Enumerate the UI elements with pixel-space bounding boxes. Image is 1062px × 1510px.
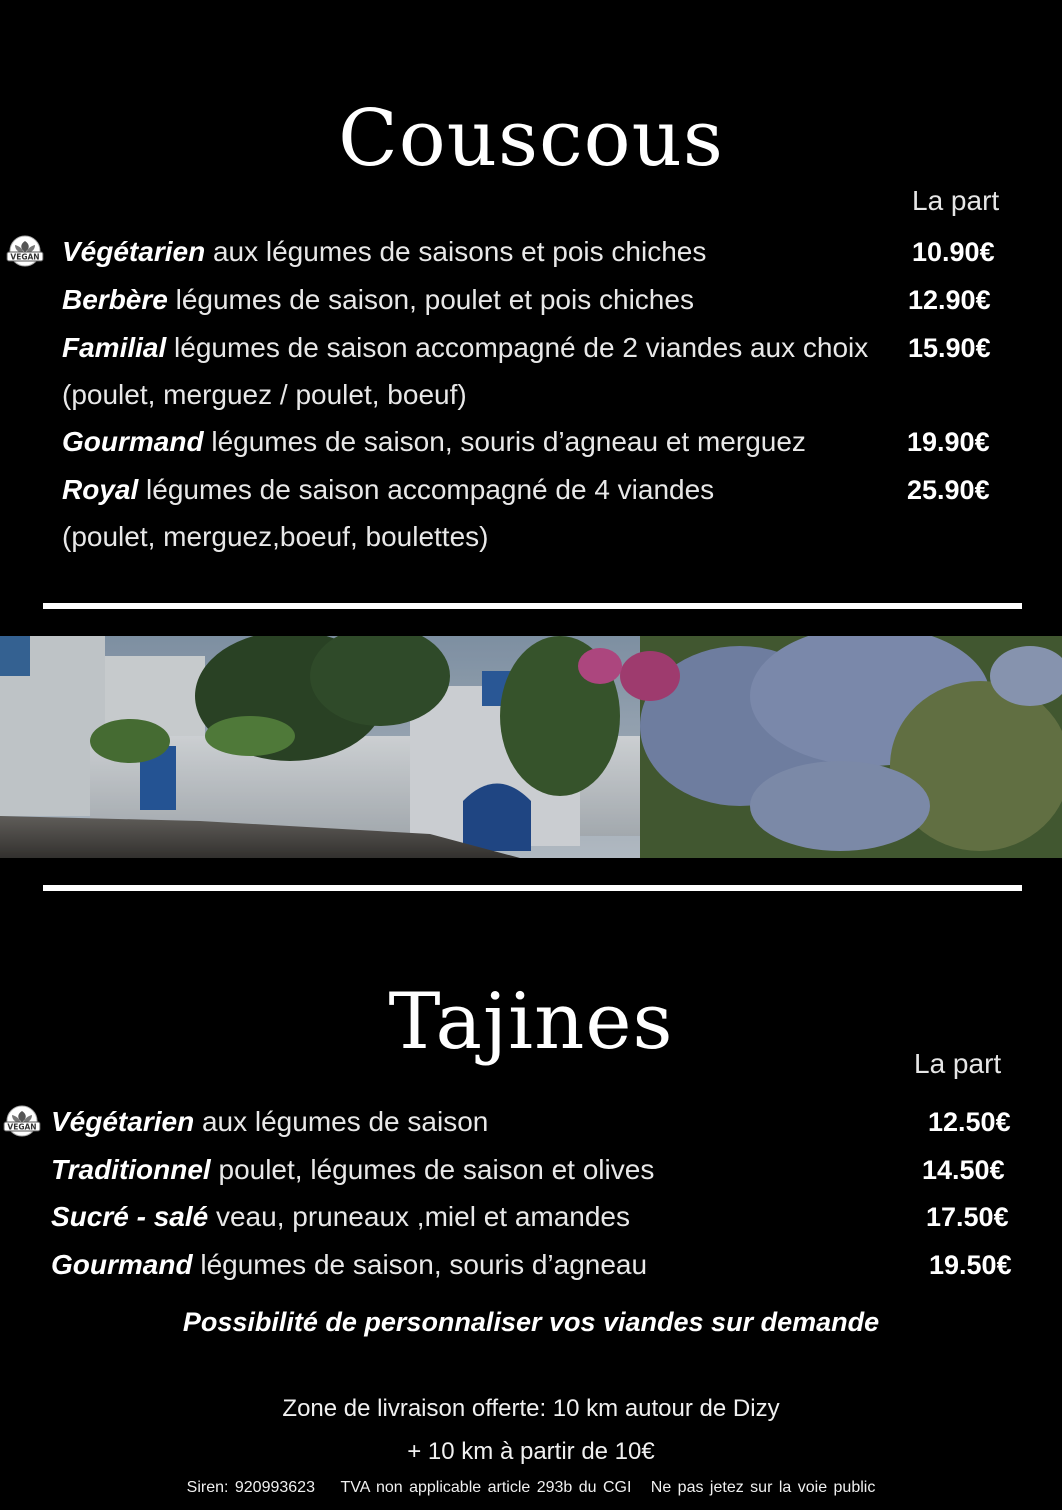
item-name: Royal xyxy=(62,474,139,505)
item-name: Gourmand xyxy=(51,1249,193,1280)
tajines-price-header: La part xyxy=(914,1048,1002,1079)
item-name: Familial xyxy=(62,332,167,363)
item-desc: légumes de saison, souris d’agneau xyxy=(192,1249,648,1280)
street-photo xyxy=(0,636,1062,858)
street-photo-image xyxy=(0,636,1062,858)
tajines-item-gourmand xyxy=(51,1251,647,1279)
delivery-extra: + 10 km à partir de 10€ xyxy=(407,1438,655,1465)
customization-note: Possibilité de personnaliser vos viandes sur demande xyxy=(182,1307,880,1337)
couscous-royal-continuation: (poulet, merguez,boeuf, boulettes) xyxy=(62,521,489,552)
couscous-price-header: La part xyxy=(912,185,1000,216)
tajines-item-traditionnel xyxy=(51,1156,654,1184)
tajines-price-sucre-sale: 17.50€ xyxy=(926,1202,1009,1232)
couscous-price-familial: 15.90€ xyxy=(908,333,991,363)
tajines-title: Tajines xyxy=(388,977,674,1067)
item-desc: légumes de saison accompagné de 4 viandes xyxy=(138,474,715,505)
item-name: Sucré - salé xyxy=(51,1201,209,1232)
legal-footer: Siren: 920993623 TVA non applicable article 293b du CGI Ne pas jetez sur la voie public xyxy=(186,1479,876,1496)
item-desc: veau, pruneaux ,miel et amandes xyxy=(208,1201,631,1232)
item-desc: aux légumes de saison xyxy=(194,1106,489,1137)
tajines-price-traditionnel: 14.50€ xyxy=(922,1155,1005,1185)
item-name: Végétarien xyxy=(62,236,206,267)
couscous-price-gourmand: 19.90€ xyxy=(907,427,990,457)
item-desc: légumes de saison accompagné de 2 viandes aux choix xyxy=(166,332,869,363)
item-desc: légumes de saison, souris d’agneau et merguez xyxy=(203,426,806,457)
tajines-item-sucre-sale xyxy=(51,1203,630,1231)
couscous-price-royal: 25.90€ xyxy=(907,475,990,505)
svg-text:VEGAN: VEGAN xyxy=(7,1122,37,1132)
couscous-price-berbere: 12.90€ xyxy=(908,285,991,315)
couscous-familial-continuation: (poulet, merguez / poulet, boeuf) xyxy=(62,379,467,410)
svg-text:VEGAN: VEGAN xyxy=(10,252,40,262)
item-name: Gourmand xyxy=(62,426,204,457)
couscous-item-berbere xyxy=(62,286,694,314)
item-name: Berbère xyxy=(62,284,168,315)
couscous-item-gourmand xyxy=(62,428,806,456)
couscous-price-vegetarien: 10.90€ xyxy=(912,237,995,267)
divider-top xyxy=(43,603,1022,609)
item-desc: aux légumes de saisons et pois chiches xyxy=(205,236,707,267)
couscous-item-vegetarien xyxy=(62,238,706,266)
tajines-price-gourmand: 19.50€ xyxy=(929,1250,1012,1280)
item-name: Végétarien xyxy=(51,1106,195,1137)
tajines-item-vegetarien xyxy=(51,1108,488,1136)
item-name: Traditionnel xyxy=(51,1154,211,1185)
couscous-item-familial xyxy=(62,334,868,362)
couscous-title: Couscous xyxy=(338,94,724,184)
item-desc: poulet, légumes de saison et olives xyxy=(210,1154,655,1185)
tajines-price-vegetarien: 12.50€ xyxy=(928,1107,1011,1137)
divider-bottom xyxy=(43,885,1022,891)
vegan-badge-icon xyxy=(6,235,44,267)
vegan-badge-icon xyxy=(3,1105,41,1137)
delivery-zone: Zone de livraison offerte: 10 km autour de Dizy xyxy=(282,1395,780,1422)
item-desc: légumes de saison, poulet et pois chiches xyxy=(167,284,694,315)
couscous-item-royal xyxy=(62,476,714,504)
